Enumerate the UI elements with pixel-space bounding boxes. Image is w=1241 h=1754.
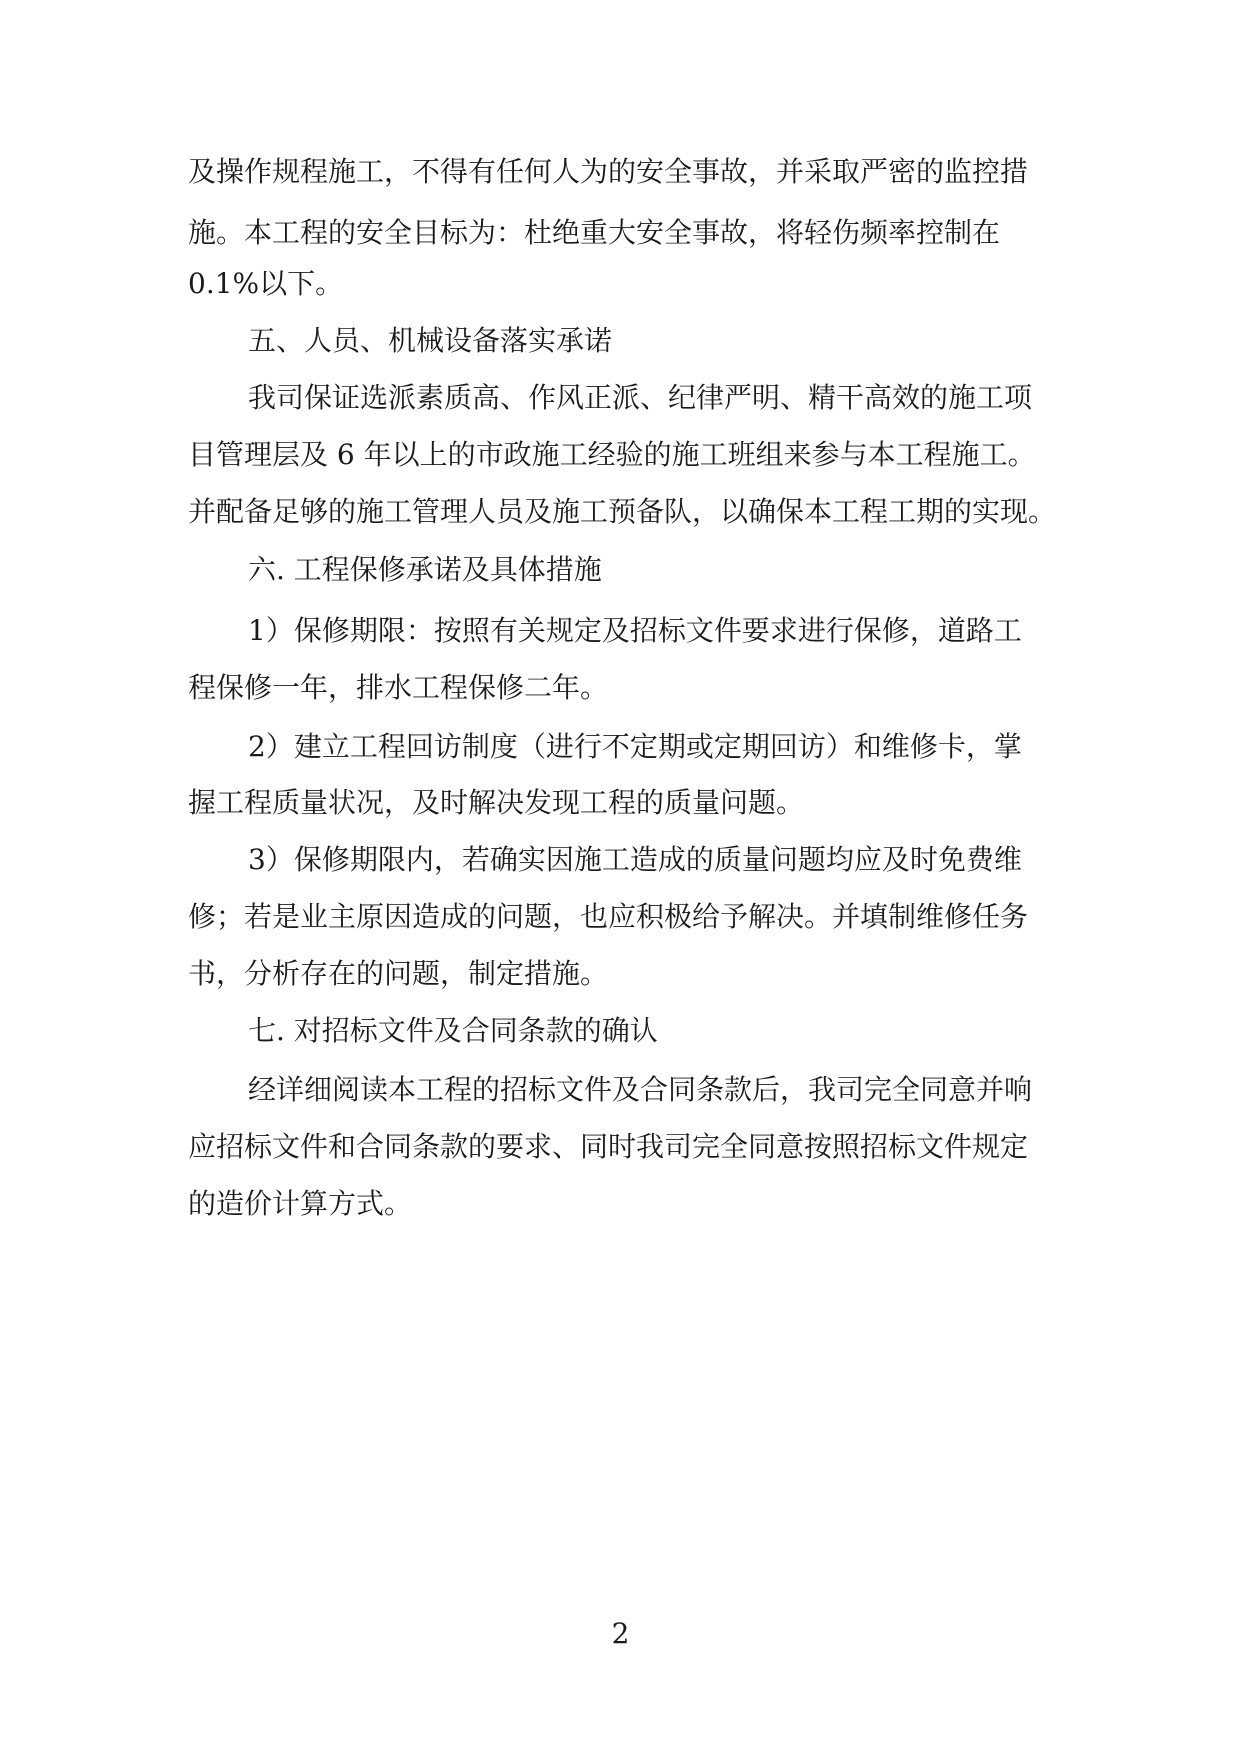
list-item-line: 程保修一年，排水工程保修二年。 — [188, 671, 609, 704]
body-text-line: 0.1%以下。 — [188, 267, 344, 300]
body-text-line: 的造价计算方式。 — [188, 1187, 413, 1220]
list-item-line: 2）建立工程回访制度（进行不定期或定期回访）和维修卡，掌 — [248, 730, 1022, 763]
section-heading: 七. 对招标文件及合同条款的确认 — [248, 1014, 658, 1047]
section-heading: 五、人员、机械设备落实承诺 — [248, 324, 613, 357]
list-item-line: 握工程质量状况，及时解决发现工程的质量问题。 — [188, 786, 805, 819]
body-text-line: 及操作规程施工，不得有任何人为的安全事故，并采取严密的监控措 — [188, 155, 1029, 188]
page-number: 2 — [611, 1617, 630, 1650]
list-item-line: 3）保修期限内，若确实因施工造成的质量问题均应及时免费维 — [248, 843, 1022, 876]
list-item-line: 书，分析存在的问题，制定措施。 — [188, 957, 609, 990]
body-text-line: 施。本工程的安全目标为：杜绝重大安全事故，将轻伤频率控制在 — [188, 216, 1001, 249]
body-text-line: 我司保证选派素质高、作风正派、纪律严明、精干高效的施工项 — [248, 381, 1033, 414]
list-item-line: 1）保修期限：按照有关规定及招标文件要求进行保修，道路工 — [248, 614, 1022, 647]
body-text-line: 应招标文件和合同条款的要求、同时我司完全同意按照招标文件规定 — [188, 1130, 1029, 1163]
list-item-line: 修；若是业主原因造成的问题，也应积极给予解决。并填制维修任务 — [188, 900, 1029, 933]
body-text-line: 经详细阅读本工程的招标文件及合同条款后，我司完全同意并响 — [248, 1073, 1033, 1106]
section-heading: 六. 工程保修承诺及具体措施 — [248, 553, 602, 586]
body-text-line: 目管理层及 6 年以上的市政施工经验的施工班组来参与本工程施工。 — [188, 438, 1036, 471]
body-text-line: 并配备足够的施工管理人员及施工预备队，以确保本工程工期的实现。 — [188, 495, 1057, 528]
